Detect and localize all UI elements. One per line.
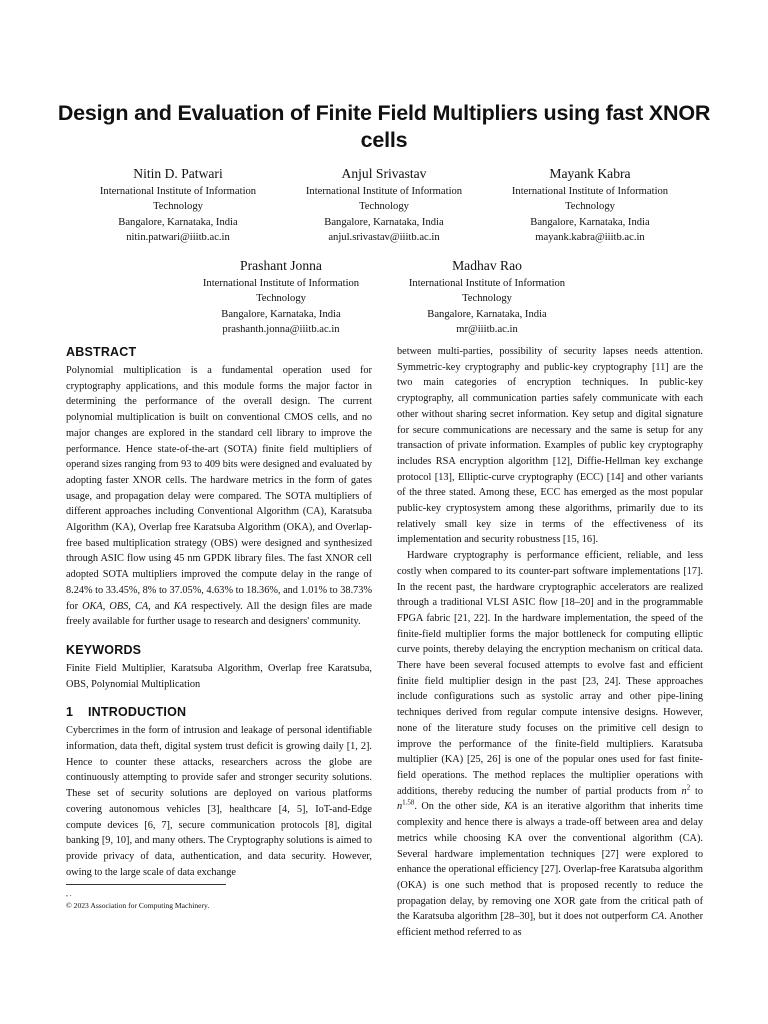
author-location: Bangalore, Karnataka, India (221, 308, 341, 320)
author-block (78, 165, 278, 246)
introduction-heading (66, 704, 372, 720)
author-block (284, 165, 484, 246)
author-affiliation: Technology (359, 201, 409, 213)
author-affiliation: International Institute of Information (408, 278, 566, 289)
paper-title: Design and Evaluation of Finite Field Multipliers using fast XNOR cells (57, 101, 711, 152)
author-affiliation: Technology (256, 293, 306, 305)
section-number: 1 (66, 705, 74, 720)
author-location: Bangalore, Karnataka, India (530, 216, 650, 228)
section-title: INTRODUCTION (88, 705, 187, 720)
author-email: nitin.patwari@iiitb.ac.in (126, 232, 230, 244)
author-affiliation: Technology (153, 201, 203, 213)
author-email: prashanth.jonna@iiitb.ac.in (222, 324, 340, 336)
author-name: Madhav Rao (452, 258, 522, 273)
author-name: Anjul Srivastav (341, 166, 427, 181)
author-affiliation: International Institute of Information (511, 186, 669, 197)
copyright-text: © 2023 Association for Computing Machinery. (66, 901, 210, 910)
copyright-notice (66, 888, 209, 912)
author-name: Nitin D. Patwari (133, 166, 223, 181)
author-affiliation: International Institute of Information (202, 278, 360, 289)
keywords-text: Finite Field Multiplier, Karatsuba Algorithm, Overlap free Karatsuba, OBS, Polynomial Multiplication (66, 662, 372, 690)
keywords-heading: KEYWORDS (66, 642, 142, 657)
abstract-text: Polynomial multiplication is a fundamental operation used for cryptography applications, and this module forms the major factor in determining the performance of the overall design. The current polynomial multiplication is built on conventional CMOS cells, and no major changes are explored in the standard cell library to improve the performance. Hence state-of-the-art (SOTA) finite field multipliers of operand sizes ranging from 93 to 409 bits were designed and evaluated by adopting faster XNOR cells. The hardware metrics in the form of gates usage, and propagation delay were compared. The SOTA multipliers of different approaches including Conventional Algorithm (CA), Karatsuba Algorithm (KA), Overlap free Karatsuba Algorithm (OKA), and Overlap-free based multiplication strategy (OBS) were designed and synthesized through ASIC flow using 45 nm GPDK library files. The fast XNOR cell adopted SOTA multipliers improved the compute delay in the range of 8.24% to 33.45%, 8% to 37.05%, 4.63% to 18.36%, and 1.01% to 38.73% for OKA, OBS, CA, and KA respectively. All the design files are made freely available for further usage to research and designers' community. (66, 365, 373, 628)
body-paragraph: Hardware cryptography is performance efficient, reliable, and less costly when compared to its counter-part software implementations [17]. In the recent past, the hardware cryptographic accelerators are realized through a traditional VLSI ASIC flow [18–20] and in the programmable FPGA fabric [21, 22]. In the hardware implementation, the speed of the finite-field multiplier forms the major bottleneck for computing elliptic curve points, thereby delaying the encryption mechanism on critical data. There have been several focused attempts to evolve fast and efficient finite field multiplier design in the past [23, 24]. These approaches include configurations such as systolic array and other pipe-lining techniques derived from regular compute intensive designs. However, none of the literature study focuses on the primitive cell design to improve the performance of the finite-field multipliers. Karatsuba multiplier (KA) [25, 26] is one of the popular ones used for fast finite-field operations. The method replaces the multiplier operations with additions, thereby reducing the number of partial products from $n^2$ to $n^{1.58}$. On the other side, KA is an iterative algorithm that inherits time complexity and hence there is always a trade-off between area and delay metrics while choosing KA over the conventional algorithm (CA). Several hardware implementation techniques [27] were explored to enhance the operational efficiency [27]. Overlap-free Karatsuba algorithm (OKA) is one such method that is proposed recently to reduce the propagation delay, by removing one XOR gate from the critical path of the Karatsuba algorithm [28–30], but it does not outperform CA. Another efficient method referred to as (397, 550, 703, 939)
author-email: mayank.kabra@iiitb.ac.in (535, 232, 645, 244)
author-block (490, 165, 690, 246)
footnote-rule (66, 884, 226, 885)
right-column (397, 344, 703, 941)
author-affiliation: Technology (462, 293, 512, 305)
author-name: Mayank Kabra (549, 166, 631, 181)
author-email: mr@iiitb.ac.in (456, 324, 518, 336)
author-block (181, 257, 381, 338)
introduction-paragraph: Cybercrimes in the form of intrusion and leakage of personal identifiable information, data theft, digital system trust deficit is growing daily [1, 2]. Hence to counter these attacks, researchers across the globe are continuously attempting to provide safer and stronger security solutions. These set of security solutions are deployed on various platforms covering autonomous vehicles [3], healthcare [4, 5], IoT-and-Edge compute devices [6, 7], secure communication protocols [8], digital banking [9, 10], and many others. The Cryptography solutions is aimed to provide privacy of data, authentication, and data security. However, owing to the large scale of data exchange (66, 725, 372, 878)
author-affiliation: International Institute of Information (305, 186, 463, 197)
author-location: Bangalore, Karnataka, India (118, 216, 238, 228)
author-location: Bangalore, Karnataka, India (324, 216, 444, 228)
author-affiliation: Technology (565, 201, 615, 213)
body-paragraph: between multi-parties, possibility of security lapses needs attention. Symmetric-key cryptography and public-key cryptography [11] are the two main categories of encryption techniques. In public-key cryptography, all communication parties safely communicate with each other without sharing secret information. Key setup and digital signature for secure communications are necessary and the same is setup for any transaction of private information. Examples of public key cryptography includes RSA encryption algorithm [12], Diffie-Hellman key exchange protocol [13], Elliptic-curve cryptography (ECC) [14] and other variants of the three stated. Among these, ECC has emerged as the most popular public-key cryptosystem among these algorithms, primarily due to its relatively small key size in terms of the effectiveness of its implementation and security robustness [15, 16]. (397, 346, 703, 546)
author-block (387, 257, 587, 338)
abstract-heading: ABSTRACT (66, 345, 137, 359)
author-location: Bangalore, Karnataka, India (427, 308, 547, 320)
author-affiliation: International Institute of Information (99, 186, 257, 197)
left-column (66, 344, 372, 880)
footnote-dots: , . (66, 889, 72, 898)
author-email: anjul.srivastav@iiitb.ac.in (328, 232, 440, 244)
author-name: Prashant Jonna (240, 258, 322, 273)
